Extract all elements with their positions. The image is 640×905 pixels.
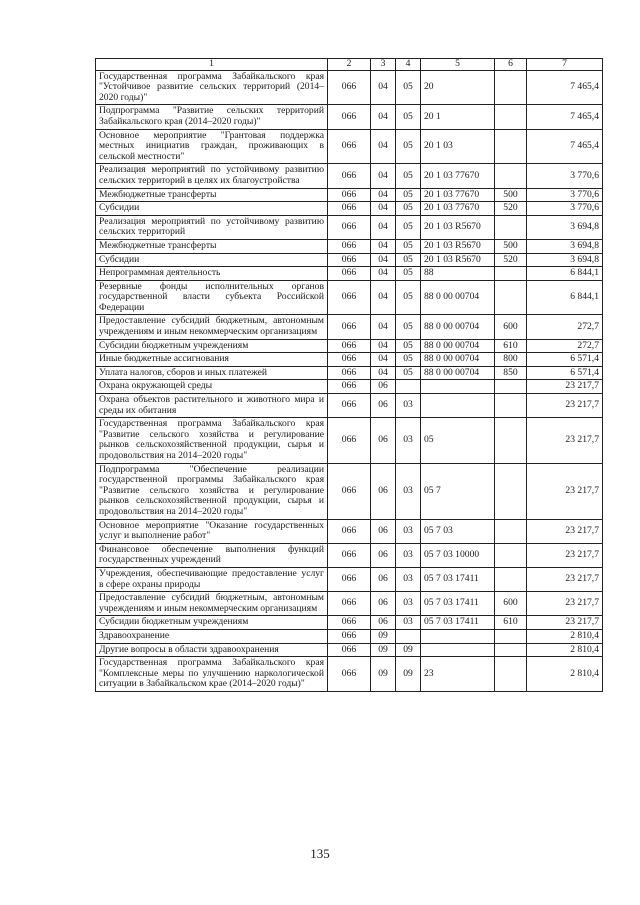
cell-subsection: 05 bbox=[396, 70, 421, 105]
cell-target-article: 05 7 03 bbox=[421, 519, 495, 543]
cell-target-article: 20 1 bbox=[421, 105, 495, 129]
cell-target-article: 88 0 00 00704 bbox=[421, 366, 495, 380]
cell-subsection: 03 bbox=[396, 543, 421, 567]
cell-expense-type bbox=[495, 394, 527, 418]
cell-expense-type bbox=[495, 380, 527, 394]
cell-amount: 23 217,7 bbox=[527, 519, 603, 543]
table-row bbox=[96, 280, 603, 315]
header-col-3: 3 bbox=[371, 59, 396, 71]
cell-name: Иные бюджетные ассигнования bbox=[96, 353, 328, 367]
table-row bbox=[96, 519, 603, 543]
table-row bbox=[96, 105, 603, 129]
cell-ved: 066 bbox=[328, 643, 371, 657]
cell-target-article: 05 7 03 17411 bbox=[421, 567, 495, 591]
cell-section: 06 bbox=[371, 567, 396, 591]
table-row bbox=[96, 418, 603, 463]
cell-name: Здравоохранение bbox=[96, 629, 328, 643]
cell-target-article: 88 0 00 00704 bbox=[421, 315, 495, 339]
cell-amount: 23 217,7 bbox=[527, 418, 603, 463]
cell-expense-type: 500 bbox=[495, 239, 527, 253]
cell-name: Субсидии bbox=[96, 202, 328, 216]
cell-expense-type bbox=[495, 70, 527, 105]
cell-ved: 066 bbox=[328, 394, 371, 418]
cell-subsection: 05 bbox=[396, 339, 421, 353]
cell-target-article: 20 1 03 77670 bbox=[421, 202, 495, 216]
cell-expense-type bbox=[495, 543, 527, 567]
cell-amount: 3 770,6 bbox=[527, 188, 603, 202]
cell-subsection: 03 bbox=[396, 418, 421, 463]
cell-name: Уплата налогов, сборов и иных платежей bbox=[96, 366, 328, 380]
page-number: 135 bbox=[310, 846, 330, 861]
cell-expense-type bbox=[495, 105, 527, 129]
cell-section: 09 bbox=[371, 657, 396, 692]
table-row bbox=[96, 202, 603, 216]
cell-amount: 23 217,7 bbox=[527, 567, 603, 591]
cell-ved: 066 bbox=[328, 70, 371, 105]
cell-expense-type bbox=[495, 463, 527, 519]
table-row bbox=[96, 616, 603, 630]
header-row bbox=[96, 59, 603, 71]
cell-target-article: 05 7 03 10000 bbox=[421, 543, 495, 567]
cell-ved: 066 bbox=[328, 280, 371, 315]
cell-target-article: 88 bbox=[421, 267, 495, 281]
cell-name: Подпрограмма "Развитие сельских территорий Забайкальского края (2014–2020 годы)" bbox=[96, 105, 328, 129]
cell-section: 04 bbox=[371, 188, 396, 202]
cell-ved: 066 bbox=[328, 567, 371, 591]
cell-section: 04 bbox=[371, 366, 396, 380]
cell-amount: 272,7 bbox=[527, 339, 603, 353]
cell-ved: 066 bbox=[328, 339, 371, 353]
cell-amount: 6 844,1 bbox=[527, 280, 603, 315]
cell-ved: 066 bbox=[328, 616, 371, 630]
cell-subsection: 05 bbox=[396, 164, 421, 188]
cell-amount: 3 770,6 bbox=[527, 164, 603, 188]
cell-section: 04 bbox=[371, 164, 396, 188]
cell-name: Реализация мероприятий по устойчивому развитию сельских территорий bbox=[96, 215, 328, 239]
table-row bbox=[96, 164, 603, 188]
table-row bbox=[96, 239, 603, 253]
cell-section: 06 bbox=[371, 543, 396, 567]
cell-target-article: 20 1 03 77670 bbox=[421, 164, 495, 188]
cell-name: Другие вопросы в области здравоохранения bbox=[96, 643, 328, 657]
cell-expense-type bbox=[495, 519, 527, 543]
cell-target-article: 88 0 00 00704 bbox=[421, 353, 495, 367]
cell-ved: 066 bbox=[328, 188, 371, 202]
cell-amount: 272,7 bbox=[527, 315, 603, 339]
table-row bbox=[96, 394, 603, 418]
cell-amount: 6 844,1 bbox=[527, 267, 603, 281]
cell-target-article: 20 1 03 bbox=[421, 129, 495, 164]
cell-subsection: 05 bbox=[396, 188, 421, 202]
table-row bbox=[96, 657, 603, 692]
cell-amount: 2 810,4 bbox=[527, 657, 603, 692]
cell-subsection: 03 bbox=[396, 616, 421, 630]
cell-ved: 066 bbox=[328, 253, 371, 267]
cell-expense-type bbox=[495, 129, 527, 164]
cell-subsection: 05 bbox=[396, 280, 421, 315]
cell-target-article: 88 0 00 00704 bbox=[421, 339, 495, 353]
cell-name: Основное мероприятие "Грантовая поддержка местных инициатив граждан, проживающих в сельской местности" bbox=[96, 129, 328, 164]
cell-expense-type: 520 bbox=[495, 253, 527, 267]
cell-name: Непрограммная деятельность bbox=[96, 267, 328, 281]
cell-expense-type: 800 bbox=[495, 353, 527, 367]
cell-subsection: 05 bbox=[396, 353, 421, 367]
cell-target-article bbox=[421, 380, 495, 394]
cell-expense-type bbox=[495, 280, 527, 315]
table-row bbox=[96, 253, 603, 267]
cell-expense-type: 520 bbox=[495, 202, 527, 216]
cell-ved: 066 bbox=[328, 129, 371, 164]
table-row bbox=[96, 129, 603, 164]
table-row bbox=[96, 629, 603, 643]
cell-amount: 23 217,7 bbox=[527, 380, 603, 394]
cell-name: Основное мероприятие "Оказание государственных услуг и выполнение работ" bbox=[96, 519, 328, 543]
cell-name: Учреждения, обеспечивающие предоставление услуг в сфере охраны природы bbox=[96, 567, 328, 591]
cell-target-article: 05 bbox=[421, 418, 495, 463]
cell-ved: 066 bbox=[328, 380, 371, 394]
cell-section: 04 bbox=[371, 129, 396, 164]
cell-target-article bbox=[421, 394, 495, 418]
cell-name: Охрана объектов растительного и животного мира и среды их обитания bbox=[96, 394, 328, 418]
cell-expense-type: 500 bbox=[495, 188, 527, 202]
cell-amount: 7 465,4 bbox=[527, 70, 603, 105]
cell-ved: 066 bbox=[328, 315, 371, 339]
cell-amount: 23 217,7 bbox=[527, 394, 603, 418]
table-row bbox=[96, 339, 603, 353]
cell-ved: 066 bbox=[328, 463, 371, 519]
table-row bbox=[96, 380, 603, 394]
cell-target-article bbox=[421, 629, 495, 643]
cell-ved: 066 bbox=[328, 105, 371, 129]
cell-subsection: 05 bbox=[396, 215, 421, 239]
cell-section: 06 bbox=[371, 394, 396, 418]
cell-section: 09 bbox=[371, 629, 396, 643]
header-col-6: 6 bbox=[495, 59, 527, 71]
cell-expense-type bbox=[495, 567, 527, 591]
header-col-7: 7 bbox=[527, 59, 603, 71]
cell-name: Субсидии бюджетным учреждениям bbox=[96, 616, 328, 630]
table-row bbox=[96, 567, 603, 591]
cell-ved: 066 bbox=[328, 629, 371, 643]
cell-amount: 6 571,4 bbox=[527, 366, 603, 380]
cell-subsection bbox=[396, 629, 421, 643]
table-row bbox=[96, 353, 603, 367]
cell-subsection bbox=[396, 380, 421, 394]
cell-target-article: 20 1 03 R5670 bbox=[421, 253, 495, 267]
cell-section: 04 bbox=[371, 353, 396, 367]
table-row bbox=[96, 315, 603, 339]
cell-ved: 066 bbox=[328, 592, 371, 616]
cell-expense-type: 600 bbox=[495, 592, 527, 616]
cell-section: 06 bbox=[371, 380, 396, 394]
cell-name: Охрана окружающей среды bbox=[96, 380, 328, 394]
cell-ved: 066 bbox=[328, 353, 371, 367]
cell-subsection: 05 bbox=[396, 267, 421, 281]
table-row bbox=[96, 543, 603, 567]
cell-section: 04 bbox=[371, 70, 396, 105]
cell-section: 04 bbox=[371, 339, 396, 353]
cell-subsection: 05 bbox=[396, 129, 421, 164]
cell-name: Субсидии бюджетным учреждениям bbox=[96, 339, 328, 353]
cell-ved: 066 bbox=[328, 267, 371, 281]
cell-expense-type bbox=[495, 657, 527, 692]
cell-expense-type: 850 bbox=[495, 366, 527, 380]
table-row bbox=[96, 70, 603, 105]
cell-amount: 7 465,4 bbox=[527, 105, 603, 129]
cell-subsection: 03 bbox=[396, 592, 421, 616]
cell-subsection: 05 bbox=[396, 239, 421, 253]
budget-table bbox=[95, 58, 603, 692]
cell-subsection: 03 bbox=[396, 567, 421, 591]
cell-amount: 23 217,7 bbox=[527, 616, 603, 630]
cell-amount: 3 694,8 bbox=[527, 253, 603, 267]
cell-subsection: 09 bbox=[396, 657, 421, 692]
cell-name: Государственная программа Забайкальского края "Устойчивое развитие сельских территорий (2014–2020 годы)" bbox=[96, 70, 328, 105]
table-row bbox=[96, 463, 603, 519]
cell-ved: 066 bbox=[328, 519, 371, 543]
cell-subsection: 05 bbox=[396, 253, 421, 267]
cell-amount: 23 217,7 bbox=[527, 592, 603, 616]
cell-name: Субсидии bbox=[96, 253, 328, 267]
cell-section: 06 bbox=[371, 519, 396, 543]
cell-ved: 066 bbox=[328, 418, 371, 463]
table-row bbox=[96, 188, 603, 202]
cell-name: Предоставление субсидий бюджетным, автономным учреждениям и иным некоммерческим организациям bbox=[96, 315, 328, 339]
header-col-4: 4 bbox=[396, 59, 421, 71]
cell-ved: 066 bbox=[328, 164, 371, 188]
cell-expense-type: 610 bbox=[495, 616, 527, 630]
cell-expense-type bbox=[495, 164, 527, 188]
cell-name: Финансовое обеспечение выполнения функций государственных учреждений bbox=[96, 543, 328, 567]
cell-section: 04 bbox=[371, 315, 396, 339]
cell-name: Государственная программа Забайкальского края "Комплексные меры по улучшению наркологической ситуации в Забайкальском крае (2014–2020 годы)" bbox=[96, 657, 328, 692]
cell-amount: 2 810,4 bbox=[527, 643, 603, 657]
cell-section: 06 bbox=[371, 592, 396, 616]
cell-name: Резервные фонды исполнительных органов государственной власти субъекта Российской Федерации bbox=[96, 280, 328, 315]
cell-name: Государственная программа Забайкальского края "Развитие сельского хозяйства и регулирование рынков сельскохозяйственной продукции, сырья и продовольствия на 2014–2020 годы" bbox=[96, 418, 328, 463]
cell-target-article: 05 7 bbox=[421, 463, 495, 519]
cell-section: 09 bbox=[371, 643, 396, 657]
cell-target-article bbox=[421, 643, 495, 657]
cell-target-article: 20 1 03 R5670 bbox=[421, 239, 495, 253]
cell-amount: 23 217,7 bbox=[527, 543, 603, 567]
cell-expense-type: 610 bbox=[495, 339, 527, 353]
cell-expense-type bbox=[495, 267, 527, 281]
cell-subsection: 03 bbox=[396, 394, 421, 418]
cell-subsection: 05 bbox=[396, 105, 421, 129]
cell-section: 04 bbox=[371, 267, 396, 281]
cell-target-article: 05 7 03 17411 bbox=[421, 616, 495, 630]
cell-section: 06 bbox=[371, 463, 396, 519]
cell-subsection: 05 bbox=[396, 315, 421, 339]
cell-ved: 066 bbox=[328, 657, 371, 692]
cell-name: Предоставление субсидий бюджетным, автономным учреждениям и иным некоммерческим организациям bbox=[96, 592, 328, 616]
cell-section: 04 bbox=[371, 239, 396, 253]
cell-expense-type bbox=[495, 629, 527, 643]
cell-expense-type bbox=[495, 418, 527, 463]
cell-amount: 7 465,4 bbox=[527, 129, 603, 164]
cell-ved: 066 bbox=[328, 366, 371, 380]
cell-section: 04 bbox=[371, 253, 396, 267]
table-row bbox=[96, 643, 603, 657]
cell-expense-type: 600 bbox=[495, 315, 527, 339]
cell-expense-type bbox=[495, 643, 527, 657]
cell-name: Реализация мероприятий по устойчивому развитию сельских территорий в целях их благоустройства bbox=[96, 164, 328, 188]
cell-name: Межбюджетные трансферты bbox=[96, 239, 328, 253]
cell-subsection: 05 bbox=[396, 202, 421, 216]
cell-subsection: 03 bbox=[396, 519, 421, 543]
cell-amount: 3 694,8 bbox=[527, 239, 603, 253]
cell-subsection: 03 bbox=[396, 463, 421, 519]
header-col-1: 1 bbox=[96, 59, 328, 71]
cell-amount: 2 810,4 bbox=[527, 629, 603, 643]
table-row bbox=[96, 215, 603, 239]
header-col-2: 2 bbox=[328, 59, 371, 71]
cell-ved: 066 bbox=[328, 202, 371, 216]
cell-amount: 6 571,4 bbox=[527, 353, 603, 367]
cell-section: 06 bbox=[371, 616, 396, 630]
table-row bbox=[96, 592, 603, 616]
cell-target-article: 20 1 03 77670 bbox=[421, 188, 495, 202]
header-col-5: 5 bbox=[421, 59, 495, 71]
cell-section: 04 bbox=[371, 280, 396, 315]
table-row bbox=[96, 366, 603, 380]
cell-subsection: 05 bbox=[396, 366, 421, 380]
cell-name: Подпрограмма "Обеспечение реализации государственной программы Забайкальского края "Развитие сельского хозяйства и регулирование рынков сельскохозяйственной продукции, сырья и продовольствия на 2014–2020 годы" bbox=[96, 463, 328, 519]
cell-amount: 23 217,7 bbox=[527, 463, 603, 519]
cell-ved: 066 bbox=[328, 543, 371, 567]
cell-section: 04 bbox=[371, 105, 396, 129]
table-row bbox=[96, 267, 603, 281]
cell-ved: 066 bbox=[328, 239, 371, 253]
cell-amount: 3 694,8 bbox=[527, 215, 603, 239]
cell-target-article: 23 bbox=[421, 657, 495, 692]
cell-target-article: 88 0 00 00704 bbox=[421, 280, 495, 315]
cell-section: 04 bbox=[371, 215, 396, 239]
cell-ved: 066 bbox=[328, 215, 371, 239]
cell-target-article: 20 bbox=[421, 70, 495, 105]
cell-section: 06 bbox=[371, 418, 396, 463]
cell-subsection: 09 bbox=[396, 643, 421, 657]
cell-target-article: 20 1 03 R5670 bbox=[421, 215, 495, 239]
cell-name: Межбюджетные трансферты bbox=[96, 188, 328, 202]
cell-amount: 3 770,6 bbox=[527, 202, 603, 216]
cell-section: 04 bbox=[371, 202, 396, 216]
cell-expense-type bbox=[495, 215, 527, 239]
cell-target-article: 05 7 03 17411 bbox=[421, 592, 495, 616]
